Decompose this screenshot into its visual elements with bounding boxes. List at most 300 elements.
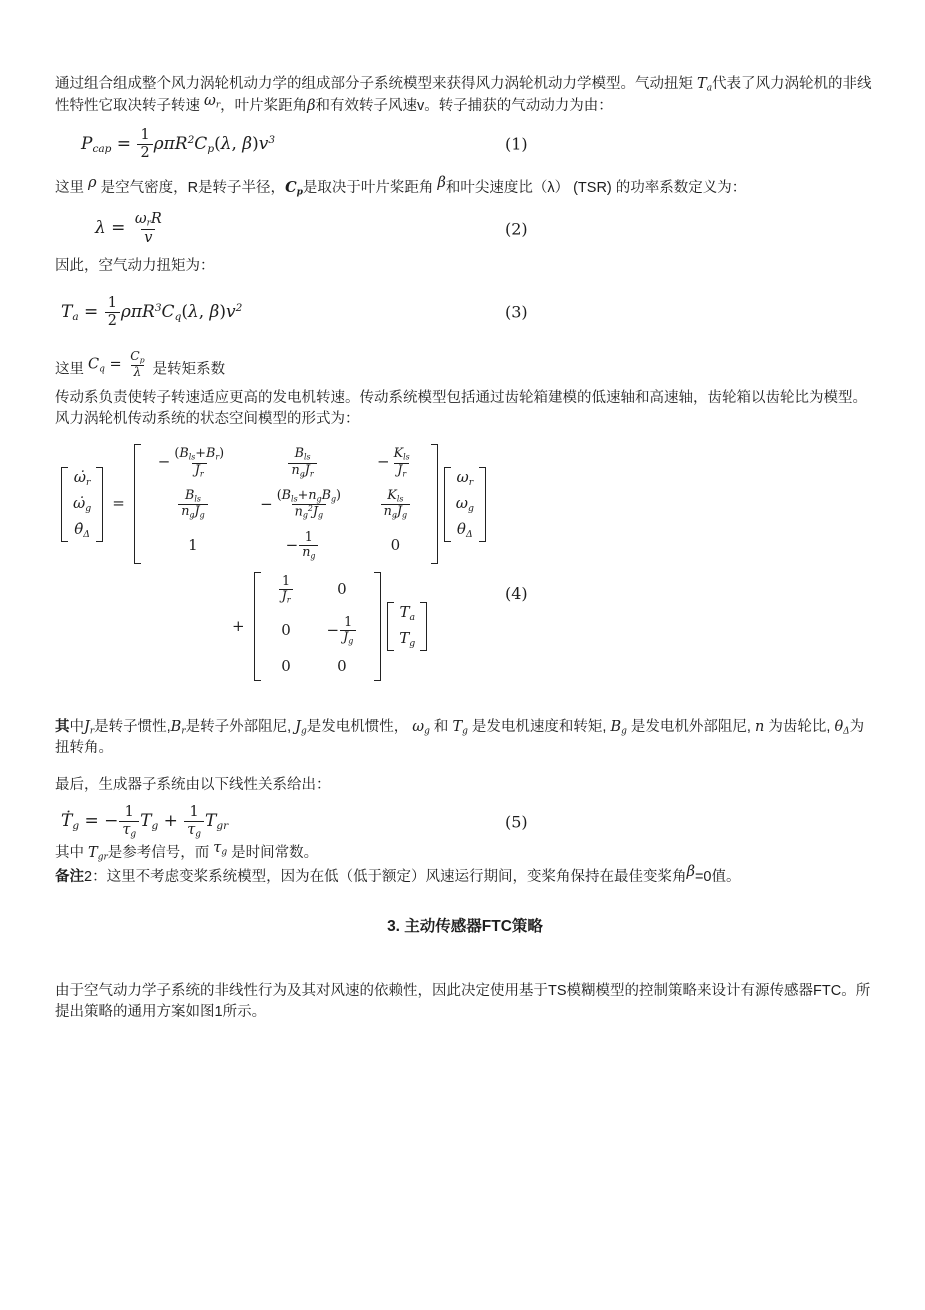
superscript: 3 bbox=[268, 133, 276, 146]
matrix-row bbox=[452, 491, 478, 517]
math-italic: C bbox=[130, 348, 140, 363]
fraction-denominator bbox=[192, 463, 207, 479]
math-italic: B bbox=[610, 718, 622, 735]
math-italic: v bbox=[258, 133, 269, 154]
math-italic: J bbox=[281, 589, 287, 605]
fraction-numerator bbox=[384, 489, 406, 504]
math-roman: = bbox=[78, 301, 104, 322]
subscript: g bbox=[621, 726, 627, 737]
math-roman: ( bbox=[276, 487, 282, 503]
matrix bbox=[262, 570, 374, 683]
fraction-numerator bbox=[182, 489, 204, 504]
math-italic: J bbox=[295, 718, 301, 735]
system-matrix-A bbox=[134, 442, 438, 566]
fraction bbox=[391, 447, 413, 478]
equation-4-line-1 bbox=[61, 442, 486, 566]
inline-math-raised bbox=[204, 91, 220, 113]
text-run: 是转矩系数 bbox=[148, 361, 226, 378]
math-italic: ω bbox=[134, 211, 147, 228]
math-italic: K bbox=[393, 446, 404, 462]
fraction bbox=[178, 489, 207, 520]
math-roman: 0 bbox=[281, 656, 291, 675]
text-run: 其中 bbox=[55, 845, 89, 862]
text-run: 2：这里不考虑变桨系统模型，因为在低（低于额定）风速运行期间，变桨角保持在最佳变桨角 bbox=[84, 869, 687, 886]
subscript: a bbox=[72, 310, 79, 323]
math-italic: θ bbox=[456, 520, 466, 539]
inline-math-raised bbox=[687, 862, 695, 883]
text-run: 最后，生成器子系统由以下线性关系给出： bbox=[55, 777, 331, 794]
math-roman: + bbox=[158, 811, 184, 832]
subscript: g bbox=[462, 726, 468, 737]
subscript: g bbox=[189, 510, 195, 520]
math-roman: ) bbox=[336, 487, 342, 503]
matrix-cell bbox=[452, 491, 478, 517]
text-run: 这里 bbox=[55, 179, 89, 196]
math-roman: 0 bbox=[337, 580, 347, 599]
math-roman: 1 bbox=[189, 804, 199, 821]
fraction-numerator bbox=[187, 804, 202, 820]
matrix-cell bbox=[142, 442, 244, 483]
fraction-denominator bbox=[105, 312, 120, 329]
matrix-cell bbox=[244, 484, 361, 526]
math-italic: β bbox=[686, 864, 695, 881]
subscript: q bbox=[174, 310, 182, 323]
fraction-numerator bbox=[292, 447, 314, 462]
math-roman: 1 bbox=[281, 574, 291, 590]
math-roman: ) bbox=[219, 301, 227, 322]
fraction-numerator bbox=[391, 447, 413, 462]
math-italic: n bbox=[302, 544, 311, 560]
text-run: 为扭转角。 bbox=[55, 718, 865, 757]
math-italic: T bbox=[140, 811, 152, 832]
subscript: p bbox=[207, 142, 215, 155]
text-run: 是空气密度，R是转子半径， bbox=[96, 179, 286, 196]
fraction bbox=[127, 350, 147, 380]
text-run: 因此，空气动力扭矩为： bbox=[55, 258, 215, 275]
math-italic: ω̇ bbox=[73, 494, 86, 513]
math-roman: 2 bbox=[140, 144, 150, 161]
input-matrix-cells bbox=[262, 570, 374, 683]
superscript: 2 bbox=[307, 504, 313, 514]
subscript: g bbox=[330, 494, 337, 504]
math-italic: τ bbox=[122, 821, 131, 838]
matrix-row bbox=[262, 570, 374, 610]
text-run: 这里 bbox=[55, 361, 89, 378]
subscript: a bbox=[706, 83, 713, 94]
math-italic: λ bbox=[220, 133, 232, 154]
math-roman: ( bbox=[181, 301, 188, 322]
fraction-denominator bbox=[131, 365, 145, 380]
math-roman: = − bbox=[79, 811, 119, 832]
fraction-denominator bbox=[119, 821, 139, 840]
equation-2-body bbox=[95, 211, 166, 247]
subscript: g bbox=[302, 510, 308, 520]
math-italic: β bbox=[209, 301, 220, 322]
section-heading-ftc-strategy: 3. 主动传感器FTC策略 bbox=[387, 918, 543, 936]
paragraph-reference-signal bbox=[55, 840, 875, 865]
fraction bbox=[137, 127, 152, 160]
math-italic: J bbox=[343, 629, 349, 645]
math-italic: ω bbox=[204, 92, 216, 109]
math-italic: B bbox=[205, 446, 216, 462]
math-italic: B bbox=[170, 718, 182, 735]
equation-3-body bbox=[61, 295, 243, 329]
subscript: g bbox=[316, 494, 322, 504]
bracket-right bbox=[431, 444, 438, 564]
math-italic: T bbox=[88, 845, 98, 862]
inline-math-raised bbox=[213, 838, 227, 860]
math-italic: λ bbox=[95, 218, 106, 239]
system-matrix-cells bbox=[142, 442, 430, 566]
text-run: 是发电机速度和转矩, bbox=[467, 718, 611, 735]
fraction bbox=[279, 575, 294, 605]
subscript: a bbox=[409, 611, 416, 623]
subscript: r bbox=[89, 726, 95, 737]
equation-4-state-space bbox=[55, 442, 875, 682]
matrix-row bbox=[69, 491, 95, 517]
text-run: 是发电机惯性， bbox=[306, 718, 413, 735]
math-roman: , bbox=[198, 301, 210, 322]
math-roman: = bbox=[105, 218, 131, 239]
subscript: ls bbox=[194, 494, 201, 504]
subscript: g bbox=[85, 502, 92, 514]
superscript: 2 bbox=[187, 133, 195, 146]
math-italic: n bbox=[383, 504, 392, 520]
math-roman: 0 bbox=[337, 656, 347, 675]
math-italic: n bbox=[181, 504, 190, 520]
subscript: gr bbox=[216, 820, 229, 833]
state-derivative-vector bbox=[61, 465, 103, 544]
math-italic: λ bbox=[187, 301, 199, 322]
equals-sign: = bbox=[112, 494, 125, 513]
superscript: 3 bbox=[154, 301, 162, 314]
subscript: g bbox=[402, 510, 408, 520]
text-run: 和 bbox=[429, 718, 453, 735]
subscript: ls bbox=[188, 452, 196, 462]
math-italic: T bbox=[399, 603, 410, 622]
math-roman: 1 bbox=[304, 529, 313, 545]
fraction-numerator bbox=[122, 804, 137, 820]
math-italic: ω bbox=[455, 494, 468, 513]
text-run: =0值。 bbox=[694, 869, 741, 886]
text-run: 传动系负责使转子转速适应更高的发电机转速。传动系统模型包括通过齿轮箱建模的低速轴和高速轴，齿轮箱以齿轮比为模型。风力涡轮机传动系统的状态空间模型的形式为： bbox=[55, 390, 867, 428]
subscript: g bbox=[221, 848, 228, 859]
fraction-denominator bbox=[178, 504, 207, 520]
math-italic: R bbox=[150, 211, 162, 228]
math-roman: 0 bbox=[281, 620, 291, 639]
subscript: r bbox=[286, 595, 291, 605]
matrix-row bbox=[69, 517, 95, 543]
matrix bbox=[452, 465, 478, 544]
matrix-row bbox=[142, 484, 430, 526]
math-roman: − bbox=[285, 535, 299, 554]
math-italic: J bbox=[304, 462, 310, 478]
equation-5-number: (5) bbox=[505, 812, 528, 832]
fraction bbox=[184, 804, 204, 839]
subscript: ls bbox=[403, 452, 410, 462]
math-roman: ) bbox=[219, 446, 225, 462]
equation-1-body bbox=[81, 127, 276, 161]
subscript: g bbox=[318, 510, 324, 520]
math-roman: + bbox=[195, 446, 206, 462]
math-italic: Ṫ bbox=[61, 811, 73, 832]
math-italic: J bbox=[84, 718, 90, 735]
fraction-denominator bbox=[292, 504, 327, 521]
paragraph-power-coefficient bbox=[55, 174, 875, 200]
math-roman: 1 bbox=[344, 614, 353, 630]
paragraph-therefore-torque bbox=[55, 256, 875, 277]
matrix-cell bbox=[244, 526, 361, 566]
text-run: 通过组合组成整个风力涡轮机动力学的组成部分子系统模型来获得风力涡轮机动力学模型。气动扭矩 bbox=[55, 76, 698, 92]
math-italic: v bbox=[144, 230, 153, 247]
math-roman: 1 bbox=[188, 535, 198, 554]
fraction-numerator bbox=[302, 531, 316, 545]
subscript: Δ bbox=[843, 726, 850, 737]
math-italic: J bbox=[194, 462, 200, 478]
subscript: ls bbox=[396, 494, 404, 504]
equation-1-number: (1) bbox=[505, 134, 528, 154]
fraction-numerator bbox=[341, 616, 355, 630]
math-italic: ω bbox=[412, 718, 425, 735]
fraction-denominator bbox=[279, 589, 294, 605]
math-italic: C bbox=[194, 133, 208, 154]
math-italic: P bbox=[81, 133, 93, 154]
bold-text: 备注 bbox=[55, 869, 84, 886]
matrix-cell bbox=[361, 526, 430, 566]
subscript: g bbox=[409, 638, 416, 650]
matrix-cell bbox=[452, 517, 478, 543]
equation-5-generator-dynamics bbox=[55, 804, 875, 839]
subscript: g bbox=[72, 820, 80, 833]
subscript: g bbox=[151, 820, 159, 833]
subscript: g bbox=[391, 510, 397, 520]
equation-3-number: (3) bbox=[505, 302, 528, 322]
subscript: ls bbox=[291, 494, 298, 504]
inline-math-raised bbox=[437, 173, 445, 194]
math-roman: − bbox=[377, 453, 390, 472]
text-run: 是转子外部阻尼, bbox=[185, 718, 296, 735]
fraction-denominator bbox=[137, 144, 152, 161]
matrix-cell bbox=[310, 651, 373, 683]
math-italic: T bbox=[61, 301, 73, 322]
text-run: 和有效转子风速v。转子捕获的气动动力为由： bbox=[315, 97, 613, 114]
subscript: g bbox=[299, 468, 305, 478]
subscript: r bbox=[146, 219, 151, 230]
bracket-left bbox=[444, 467, 451, 542]
subscript: p bbox=[139, 355, 145, 365]
state-vector bbox=[444, 465, 486, 544]
subscript: g bbox=[130, 829, 137, 840]
math-roman: , bbox=[231, 133, 243, 154]
fraction bbox=[274, 489, 344, 521]
paragraph-ts-fuzzy-intro bbox=[55, 981, 875, 1023]
bracket-left bbox=[134, 444, 141, 564]
fraction-denominator bbox=[340, 630, 356, 646]
paragraph-aerodynamic-model-intro bbox=[55, 74, 875, 117]
subscript: cap bbox=[92, 142, 112, 155]
math-italic: J bbox=[312, 504, 319, 520]
math-italic: B bbox=[184, 488, 195, 503]
subscript: g bbox=[467, 502, 474, 514]
matrix-cell bbox=[142, 526, 244, 566]
subscript: gr bbox=[97, 853, 108, 864]
matrix-cell bbox=[142, 484, 244, 526]
math-roman: − bbox=[326, 620, 340, 639]
subscript: g bbox=[424, 726, 430, 737]
fraction bbox=[340, 616, 356, 646]
bracket-right bbox=[479, 467, 486, 542]
math-italic: J bbox=[396, 504, 403, 520]
math-italic: B bbox=[281, 487, 292, 503]
math-roman: + bbox=[297, 487, 309, 503]
math-italic: τ bbox=[187, 821, 196, 838]
math-roman: 1 bbox=[107, 295, 117, 312]
matrix-row bbox=[452, 465, 478, 491]
equation-5-body bbox=[61, 804, 229, 840]
fraction-denominator bbox=[288, 463, 316, 479]
math-italic: n bbox=[291, 462, 300, 478]
subscript: r bbox=[85, 476, 91, 488]
text-run: 中 bbox=[69, 718, 84, 735]
math-italic: ω bbox=[456, 467, 469, 486]
math-italic: B bbox=[294, 446, 304, 462]
math-italic: n bbox=[294, 504, 303, 520]
text-run: 为齿轮比, bbox=[764, 718, 835, 735]
subscript: ls bbox=[303, 452, 311, 462]
math-italic: β bbox=[437, 174, 446, 191]
subscript: r bbox=[215, 100, 221, 111]
matrix bbox=[69, 465, 95, 544]
fraction-numerator bbox=[127, 350, 147, 365]
math-italic: n bbox=[755, 718, 765, 735]
fraction bbox=[105, 295, 120, 328]
matrix-cell bbox=[262, 651, 311, 683]
paragraph-generator-subsystem-intro bbox=[55, 775, 875, 796]
fraction bbox=[288, 447, 316, 478]
fraction bbox=[299, 531, 318, 561]
input-vector-cells bbox=[395, 600, 419, 653]
matrix-cell bbox=[361, 484, 430, 526]
paragraph-parameter-definitions bbox=[55, 717, 875, 760]
matrix bbox=[395, 600, 419, 653]
subscript: r bbox=[402, 468, 407, 478]
matrix bbox=[142, 442, 430, 566]
math-italic: T bbox=[697, 76, 707, 92]
matrix-row bbox=[142, 442, 430, 483]
math-italic: C bbox=[161, 301, 175, 322]
fraction-numerator bbox=[274, 489, 344, 504]
math-italic: T bbox=[452, 718, 463, 735]
text-run: 是发电机外部阻尼, bbox=[626, 718, 755, 735]
equation-2-tip-speed-ratio bbox=[55, 211, 875, 246]
text-run: 是时间常数。 bbox=[227, 845, 319, 862]
state-vector-cells bbox=[452, 465, 478, 544]
bracket-right bbox=[96, 467, 103, 542]
bracket-right bbox=[374, 572, 381, 681]
equation-1-captured-power bbox=[55, 127, 875, 160]
math-italic: ω̇ bbox=[73, 467, 86, 486]
matrix-row bbox=[69, 465, 95, 491]
fraction bbox=[119, 804, 139, 839]
text-run: 是参考信号，而 bbox=[107, 845, 214, 862]
math-roman: 2 bbox=[107, 312, 117, 329]
matrix-cell bbox=[310, 570, 373, 610]
matrix-cell bbox=[262, 611, 311, 651]
equation-3-aerodynamic-torque bbox=[55, 295, 875, 328]
input-matrix-B bbox=[254, 570, 382, 683]
subscript: r bbox=[199, 468, 204, 478]
matrix-row bbox=[395, 600, 419, 626]
math-italic: β bbox=[307, 97, 316, 114]
matrix-row bbox=[262, 651, 374, 683]
bracket-right bbox=[420, 602, 427, 651]
paragraph-drivetrain-model bbox=[55, 388, 875, 430]
fraction-denominator bbox=[381, 504, 410, 520]
inline-math-raised bbox=[88, 350, 149, 380]
paragraph-torque-coefficient bbox=[55, 348, 875, 385]
math-roman: = bbox=[104, 356, 127, 373]
math-italic: ρπR bbox=[153, 133, 188, 154]
matrix-cell bbox=[69, 517, 95, 543]
math-italic: β bbox=[242, 133, 253, 154]
paragraph-remark-2 bbox=[55, 864, 875, 888]
matrix-row bbox=[395, 626, 419, 652]
inline-math-raised bbox=[88, 173, 97, 194]
matrix-row bbox=[452, 517, 478, 543]
fraction-denominator bbox=[299, 545, 318, 561]
fraction-numerator bbox=[171, 447, 227, 462]
math-italic: B bbox=[321, 487, 331, 503]
math-italic: T bbox=[399, 629, 410, 648]
math-roman: 1 bbox=[140, 127, 150, 144]
matrix-cell bbox=[310, 611, 373, 651]
fraction-numerator bbox=[279, 575, 293, 589]
math-italic: τ bbox=[213, 840, 222, 857]
math-italic: θ bbox=[834, 718, 844, 735]
math-italic: v bbox=[226, 301, 236, 322]
bracket-left bbox=[387, 602, 394, 651]
subscript: Δ bbox=[83, 529, 90, 541]
matrix-cell bbox=[452, 465, 478, 491]
math-roman: = bbox=[111, 133, 137, 154]
superscript: 2 bbox=[235, 301, 243, 314]
math-roman: − bbox=[157, 453, 171, 472]
text-run: 代表了风力涡轮机的非线性特性它取决转子转速 bbox=[55, 76, 872, 114]
fraction-numerator bbox=[137, 127, 152, 143]
state-derivative-cells bbox=[69, 465, 95, 544]
text-run: ，叶片桨距角 bbox=[220, 97, 308, 114]
subscript: r bbox=[468, 476, 474, 488]
text-run: 是转子惯性, bbox=[94, 718, 171, 735]
text-run: 由于空气动力学子系统的非线性行为及其对风速的依赖性，因此决定使用基于TS模糊模型的控制策略来设计有源传感器FTC。所提出策略的通用方案如图1所示。 bbox=[55, 982, 871, 1020]
input-vector bbox=[387, 600, 427, 653]
matrix-cell bbox=[244, 442, 361, 483]
matrix-row bbox=[142, 526, 430, 566]
fraction bbox=[381, 489, 410, 520]
math-italic: λ bbox=[133, 364, 142, 379]
matrix-cell bbox=[395, 600, 419, 626]
math-roman: ( bbox=[174, 446, 180, 462]
math-italic: ρ bbox=[88, 174, 97, 191]
math-bold-italic: C bbox=[285, 178, 297, 196]
math-italic: ρπR bbox=[120, 301, 155, 322]
math-roman: − bbox=[260, 494, 273, 513]
subscript: Δ bbox=[465, 529, 473, 541]
math-roman: ) bbox=[252, 133, 259, 154]
bracket-left bbox=[254, 572, 261, 681]
fraction-numerator bbox=[105, 295, 120, 311]
equation-2-number: (2) bbox=[505, 219, 528, 239]
